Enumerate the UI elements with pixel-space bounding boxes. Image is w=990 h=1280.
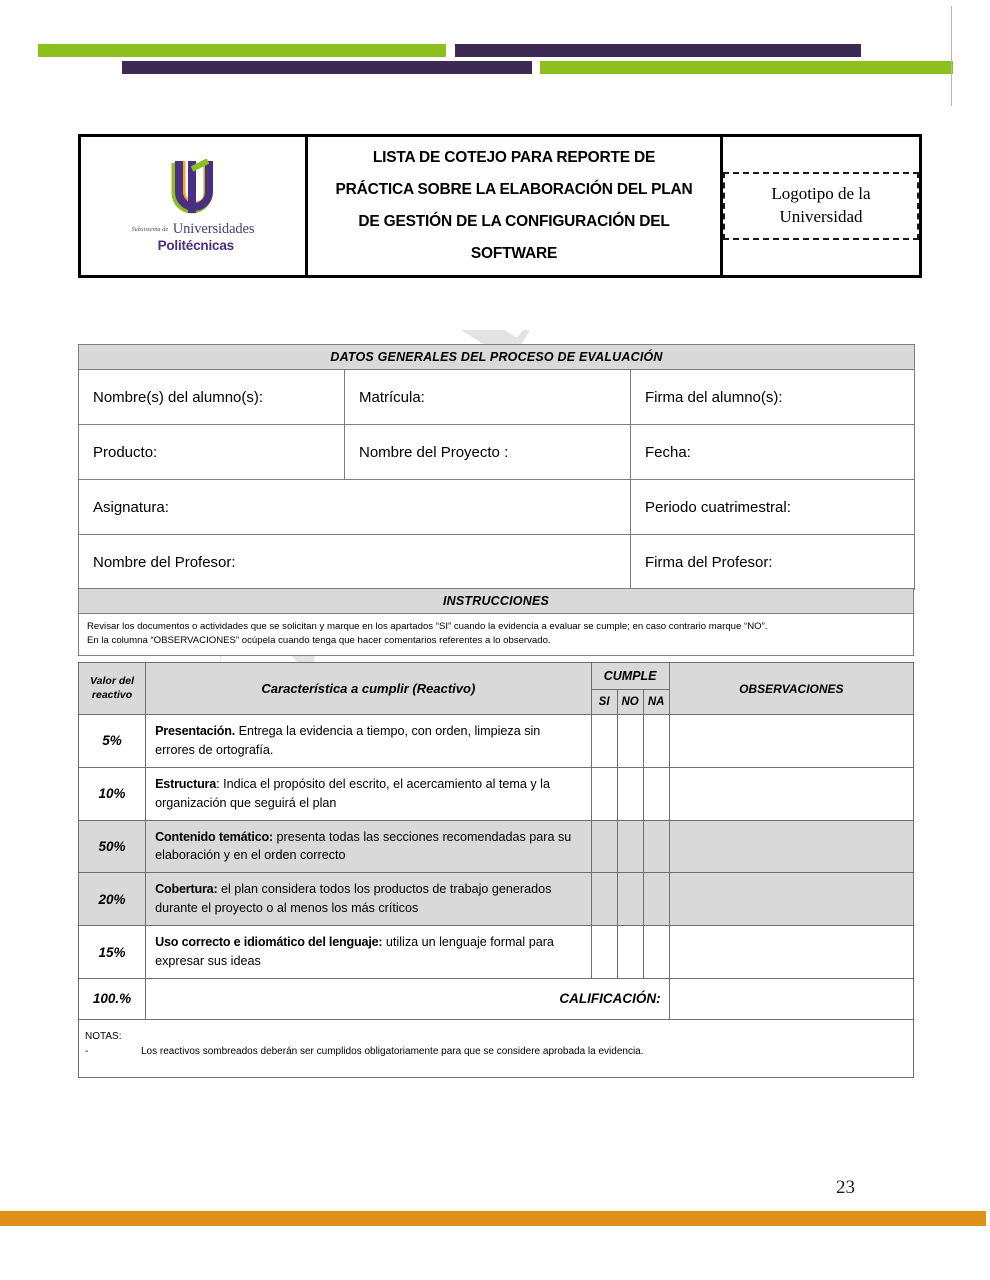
checkbox-cell-si[interactable] — [591, 926, 617, 979]
footer-bar — [0, 1211, 986, 1226]
checkbox-cell-na[interactable] — [643, 873, 669, 926]
header-title-cell — [307, 136, 722, 277]
criteria-text: : Indica el propósito del escrito, el acercamiento al tema y la organización que seguirá el plan — [155, 776, 550, 810]
checkbox-cell-na[interactable] — [643, 926, 669, 979]
checkbox-cell-no[interactable] — [617, 926, 643, 979]
field-fecha[interactable]: Fecha: — [631, 425, 915, 480]
observaciones-cell[interactable] — [669, 715, 913, 768]
criteria-description — [146, 715, 592, 768]
table-row — [79, 535, 915, 590]
table-row — [79, 767, 914, 820]
col-header-valor-line-1: Valor del — [90, 675, 135, 688]
field-periodo[interactable]: Periodo cuatrimestral: — [631, 480, 915, 535]
university-logo-placeholder: Logotipo de la Universidad — [723, 172, 919, 240]
upp-logo-text — [132, 221, 255, 253]
criteria-percent: 20% — [79, 873, 146, 926]
observaciones-cell[interactable] — [669, 926, 913, 979]
col-header-cumple: CUMPLE — [591, 663, 669, 690]
col-header-na: NA — [643, 690, 669, 715]
general-data-band-row — [79, 345, 915, 370]
logo-line1: Universidades — [172, 221, 255, 238]
checkbox-cell-si[interactable] — [591, 873, 617, 926]
criteria-description — [146, 820, 592, 873]
criteria-percent: 15% — [79, 926, 146, 979]
checkbox-cell-no[interactable] — [617, 767, 643, 820]
checkbox-cell-na[interactable] — [643, 767, 669, 820]
criteria-description — [146, 926, 592, 979]
col-header-valor-reactivo — [79, 663, 146, 715]
header-row — [80, 136, 921, 277]
document-title-line-2: PRÁCTICA SOBRE LA ELABORACIÓN DEL PLAN — [335, 181, 693, 199]
table-row — [79, 820, 914, 873]
header-logo-cell — [80, 136, 307, 277]
field-nombre-profesor[interactable]: Nombre del Profesor: — [79, 535, 631, 590]
col-header-si: SI — [591, 690, 617, 715]
criteria-header-row-1 — [79, 663, 914, 690]
general-data-band: DATOS GENERALES DEL PROCESO DE EVALUACIÓN — [79, 345, 915, 370]
field-asignatura[interactable]: Asignatura: — [79, 480, 631, 535]
checkbox-cell-si[interactable] — [591, 820, 617, 873]
field-firma-profesor[interactable]: Firma del Profesor: — [631, 535, 915, 590]
logo-subtitle: Subsistema de — [131, 227, 169, 234]
calificacion-value-cell[interactable] — [669, 978, 913, 1019]
table-row — [79, 425, 915, 480]
notes-text: Los reactivos sombreados deberán ser cumplidos obligatoriamente para que se considere aprobada la evidencia. — [141, 1045, 644, 1057]
table-row — [79, 715, 914, 768]
checkbox-cell-no[interactable] — [617, 873, 643, 926]
checkbox-cell-si[interactable] — [591, 767, 617, 820]
notes-cell — [79, 1019, 914, 1077]
criteria-description — [146, 767, 592, 820]
checkbox-cell-no[interactable] — [617, 715, 643, 768]
criteria-title: Presentación. — [155, 724, 236, 738]
checkbox-cell-no[interactable] — [617, 820, 643, 873]
criteria-percent: 10% — [79, 767, 146, 820]
criteria-title: Cobertura: — [155, 882, 218, 897]
checkbox-cell-na[interactable] — [643, 820, 669, 873]
observaciones-cell[interactable] — [669, 873, 913, 926]
instructions-band-row — [79, 589, 914, 614]
instructions-band: INSTRUCCIONES — [79, 589, 914, 614]
upp-logo — [81, 159, 305, 253]
document-title-line-4: SOFTWARE — [470, 244, 558, 262]
col-header-observaciones: OBSERVACIONES — [669, 663, 913, 715]
notes-row — [79, 1019, 914, 1077]
col-header-caracteristica: Característica a cumplir (Reactivo) — [146, 663, 592, 715]
criteria-percent: 50% — [79, 820, 146, 873]
table-row — [79, 926, 914, 979]
total-percent: 100.% — [79, 978, 146, 1019]
instructions-line-1: Revisar los documentos o actividades que se solicitan y marque en los apartados “SI” cuando la evidencia a evaluar se cumple; en caso contrario marque “NO”. — [87, 621, 768, 632]
general-data-table — [78, 344, 915, 590]
upp-logo-icon — [162, 159, 224, 215]
instructions-line-2: En la columna “OBSERVACIONES” ocúpela cuando tenga que hacer comentarios referentes a lo observado. — [87, 634, 551, 646]
criteria-title: Contenido temático: — [155, 829, 274, 844]
logo-line2: Politécnicas — [157, 237, 234, 253]
checkbox-cell-na[interactable] — [643, 715, 669, 768]
table-row — [79, 480, 915, 535]
instructions-table — [78, 588, 914, 656]
header-university-logo-cell — [722, 136, 921, 277]
checkbox-cell-si[interactable] — [591, 715, 617, 768]
table-row — [79, 370, 915, 425]
instructions-body-row — [79, 614, 914, 656]
notes-label: NOTAS: — [85, 1030, 122, 1042]
field-firma-alumno[interactable]: Firma del alumno(s): — [631, 370, 915, 425]
calificacion-label: CALIFICACIÓN: — [146, 978, 670, 1019]
criteria-table — [78, 662, 914, 1078]
criteria-percent: 5% — [79, 715, 146, 768]
table-row — [79, 873, 914, 926]
document-header-table — [78, 134, 922, 278]
criteria-text: Entrega la evidencia a tiempo, con orden, limpieza sin errores de ortografía. — [155, 724, 541, 757]
field-matricula[interactable]: Matrícula: — [345, 370, 631, 425]
criteria-description — [146, 873, 592, 926]
document-title — [308, 138, 720, 273]
criteria-title: Uso correcto e idiomático del lenguaje: — [155, 935, 383, 950]
field-producto[interactable]: Producto: — [79, 425, 345, 480]
criteria-title: Estructura — [155, 776, 217, 791]
criteria-text: presenta todas las secciones recomendadas para su elaboración y en el orden correcto — [155, 829, 572, 863]
notes-bullet: - — [85, 1045, 89, 1057]
col-header-valor-line-2: reactivo — [91, 688, 133, 701]
field-nombre-proyecto[interactable]: Nombre del Proyecto : — [345, 425, 631, 480]
instructions-body — [79, 614, 914, 656]
observaciones-cell[interactable] — [669, 767, 913, 820]
col-header-no: NO — [617, 690, 643, 715]
observaciones-cell[interactable] — [669, 820, 913, 873]
field-nombre-alumnos[interactable]: Nombre(s) del alumno(s): — [79, 370, 345, 425]
total-row — [79, 978, 914, 1019]
criteria-text: el plan considera todos los productos de trabajo generados durante el proyecto o al menos los más críticos — [155, 882, 552, 916]
document-title-line-3: DE GESTIÓN DE LA CONFIGURACIÓN DEL — [358, 213, 670, 230]
page-number: 23 — [836, 1177, 855, 1198]
notes-item — [85, 1044, 905, 1059]
document-title-line-1: LISTA DE COTEJO PARA REPORTE DE — [372, 149, 656, 167]
criteria-text: utiliza un lenguaje formal para expresar sus ideas — [155, 935, 554, 969]
